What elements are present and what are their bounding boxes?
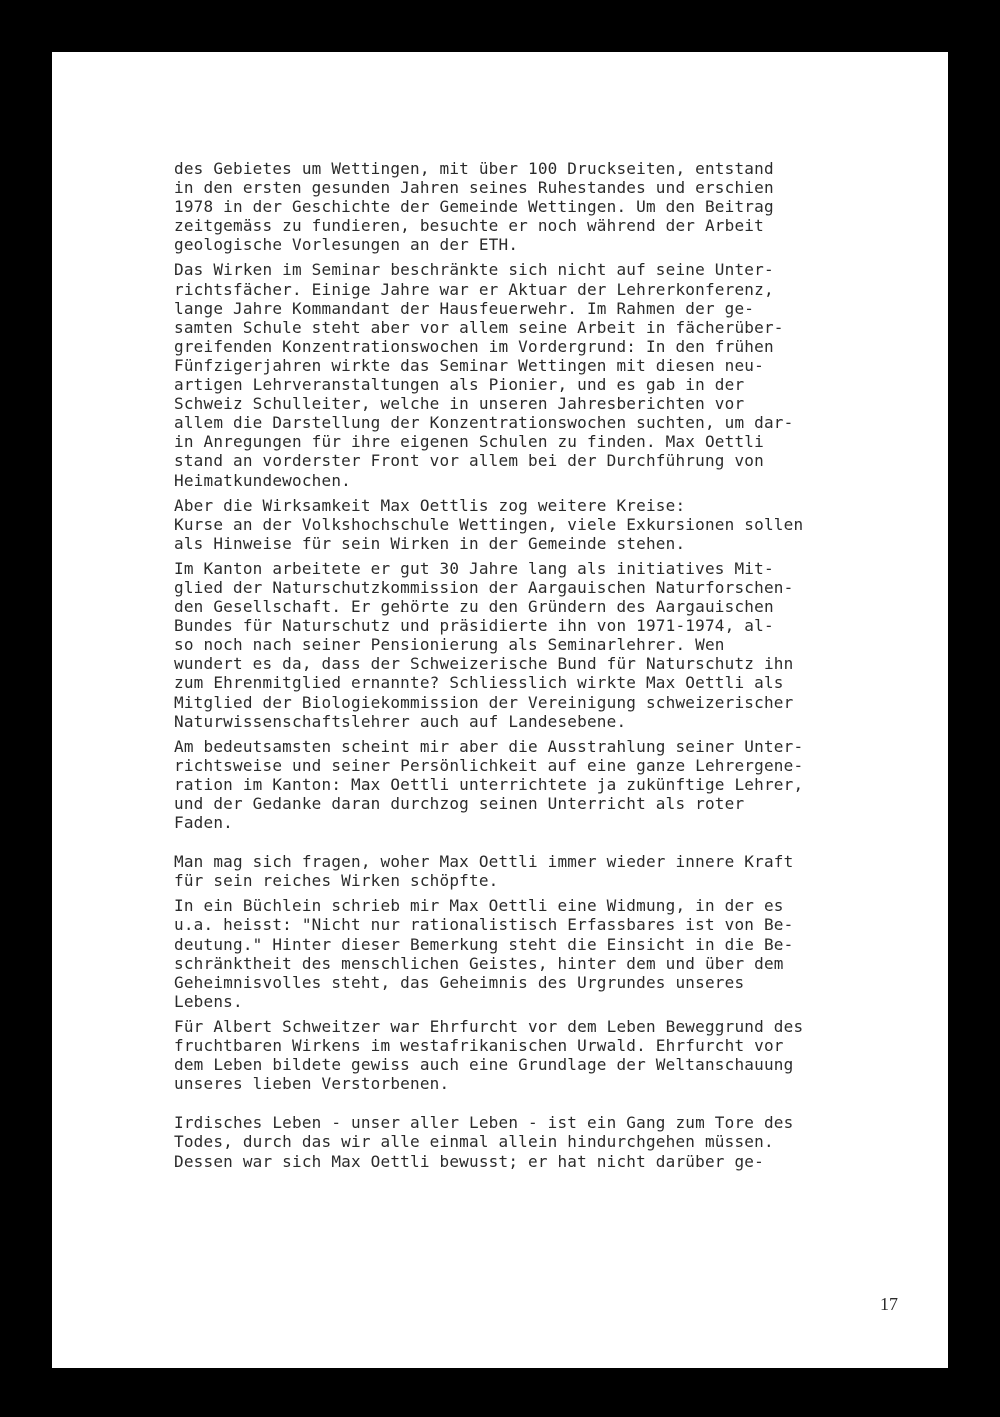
text-line: Fünfzigerjahren wirkte das Seminar Wettingen mit diesen neu-: [174, 355, 764, 375]
page-number: 17: [880, 1294, 898, 1314]
text-line: Mitglied der Biologiekommission der Vereinigung schweizerischer: [174, 692, 794, 712]
text-line: den Gesellschaft. Er gehörte zu den Gründern des Aargauischen: [174, 597, 774, 617]
text-line: schränktheit des menschlichen Geistes, hinter dem und über dem: [174, 953, 784, 973]
text-line: Am bedeutsamsten scheint mir aber die Ausstrahlung seiner Unter-: [174, 736, 804, 756]
text-line: artigen Lehrveranstaltungen als Pionier, und es gab in der: [174, 375, 745, 395]
text-line: wundert es da, dass der Schweizerische Bund für Naturschutz ihn: [174, 654, 794, 674]
body-text: [174, 159, 914, 1177]
text-line: glied der Naturschutzkommission der Aargauischen Naturforschen-: [174, 577, 794, 597]
text-line: Aber die Wirksamkeit Max Oettlis zog weitere Kreise:: [174, 495, 686, 515]
text-line: Das Wirken im Seminar beschränkte sich nicht auf seine Unter-: [174, 260, 774, 280]
text-line: deutung." Hinter dieser Bemerkung steht die Einsicht in die Be-: [174, 934, 794, 954]
text-line: 1978 in der Geschichte der Gemeinde Wettingen. Um den Beitrag: [174, 197, 774, 217]
text-line: so noch nach seiner Pensionierung als Seminarlehrer. Wen: [174, 635, 725, 655]
text-line: in den ersten gesunden Jahren seines Ruhestandes und erschien: [174, 178, 774, 198]
text-line: Faden.: [174, 813, 233, 833]
text-line: Bundes für Naturschutz und präsidierte ihn von 1971-1974, al-: [174, 616, 774, 636]
text-line: für sein reiches Wirken schöpfte.: [174, 871, 499, 891]
text-line: Lebens.: [174, 991, 243, 1011]
text-line: Schweiz Schulleiter, welche in unseren Jahresberichten vor: [174, 394, 745, 414]
paragraph: [174, 1113, 914, 1170]
text-line: Heimatkundewochen.: [174, 470, 351, 490]
text-line: In ein Büchlein schrieb mir Max Oettli eine Widmung, in der es: [174, 896, 784, 916]
text-line: Todes, durch das wir alle einmal allein hindurchgehen müssen.: [174, 1132, 774, 1152]
text-line: Man mag sich fragen, woher Max Oettli immer wieder innere Kraft: [174, 852, 794, 872]
text-line: greifenden Konzentrationswochen im Vordergrund: In den frühen: [174, 336, 774, 356]
paragraph: [174, 559, 914, 731]
text-line: lange Jahre Kommandant der Hausfeuerwehr. Im Rahmen der ge-: [174, 298, 755, 318]
document-page: [52, 52, 948, 1368]
text-line: unseres lieben Verstorbenen.: [174, 1074, 450, 1094]
text-line: des Gebietes um Wettingen, mit über 100 Druckseiten, entstand: [174, 159, 774, 178]
text-line: Dessen war sich Max Oettli bewusst; er hat nicht darüber ge-: [174, 1151, 764, 1171]
text-line: u.a. heisst: "Nicht nur rationalistisch Erfassbares ist von Be-: [174, 915, 794, 935]
text-line: dem Leben bildete gewiss auch eine Grundlage der Weltanschauung: [174, 1055, 794, 1075]
paragraph: [174, 896, 914, 1011]
paragraph: [174, 496, 914, 553]
text-line: Geheimnisvolles steht, das Geheimnis des Urgrundes unseres: [174, 972, 745, 992]
text-line: richtsfächer. Einige Jahre war er Aktuar der Lehrerkonferenz,: [174, 279, 774, 299]
text-line: samten Schule steht aber vor allem seine Arbeit in fächerüber-: [174, 317, 784, 337]
text-line: Für Albert Schweitzer war Ehrfurcht vor dem Leben Beweggrund des: [174, 1016, 804, 1036]
paragraph: [174, 1017, 914, 1093]
text-line: geologische Vorlesungen an der ETH.: [174, 235, 519, 255]
text-line: fruchtbaren Wirkens im westafrikanischen Urwald. Ehrfurcht vor: [174, 1036, 784, 1056]
paragraph: [174, 260, 914, 489]
text-line: Irdisches Leben - unser aller Leben - ist ein Gang zum Tore des: [174, 1113, 794, 1133]
text-line: zum Ehrenmitglied ernannte? Schliesslich wirkte Max Oettli als: [174, 673, 784, 693]
text-line: als Hinweise für sein Wirken in der Gemeinde stehen.: [174, 533, 686, 553]
paragraph: [174, 852, 914, 890]
text-line: ration im Kanton: Max Oettli unterrichtete ja zukünftige Lehrer,: [174, 774, 804, 794]
text-line: richtsweise und seiner Persönlichkeit auf eine ganze Lehrergene-: [174, 755, 804, 775]
text-line: stand an vorderster Front vor allem bei der Durchführung von: [174, 451, 764, 471]
text-line: Kurse an der Volkshochschule Wettingen, viele Exkursionen sollen: [174, 514, 804, 534]
text-line: Naturwissenschaftslehrer auch auf Landesebene.: [174, 711, 627, 731]
text-line: allem die Darstellung der Konzentrationswochen suchten, um dar-: [174, 413, 794, 433]
text-line: und der Gedanke daran durchzog seinen Unterricht als roter: [174, 794, 745, 813]
text-line: zeitgemäss zu fundieren, besuchte er noch während der Arbeit: [174, 216, 764, 236]
text-line: in Anregungen für ihre eigenen Schulen zu finden. Max Oettli: [174, 432, 764, 452]
text-line: Im Kanton arbeitete er gut 30 Jahre lang als initiatives Mit-: [174, 558, 774, 578]
paragraph: [174, 159, 914, 254]
paragraph: [174, 737, 914, 832]
